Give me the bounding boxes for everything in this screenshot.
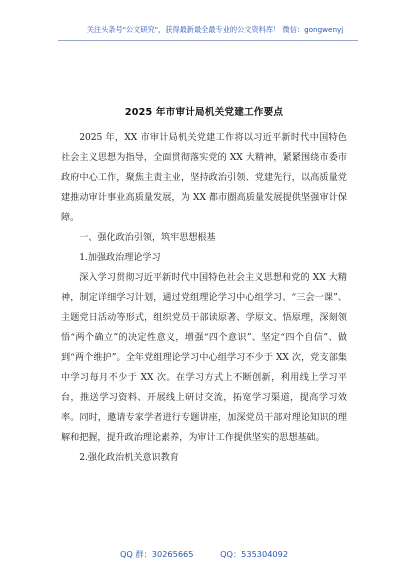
header-divider <box>58 40 358 41</box>
section-heading: 一、强化政治引领，筑牢思想根基 <box>79 233 216 243</box>
subsection-heading: 2.强化政治机关意识教育 <box>79 453 179 463</box>
qq-number: QQ：535304092 <box>220 549 289 559</box>
qq-group-number: QQ 群：30265665 <box>119 549 194 559</box>
document-title: 2025 年市审计局机关党建工作要点 <box>124 107 284 118</box>
body-paragraph: 深入学习贯彻习近平新时代中国特色社会主义思想和党的 XX 大精神，制定详细学习计划，通过党组理论学习中心组学习、“三会一课”、主题党日活动等形式，组织党员干部读原著、学原文、悟原理，深刻领悟“两个确立”的决定性意义，增强“四个意识”、坚定“四个自信”、做到“两个维护”。全年党组理论学习中心组学习不少于 XX 次，党支部集中学习每月不少于 XX 次。在学习方式上不断创新，利用线上学习平台，推送学习资料、开展线上研讨交流，拓宽学习渠道，提高学习效率。同时，邀请专家学者进行专题讲座，加深党员干部对理论知识的理解和把握，提升政治理论素养，为审计工作提供坚实的思想基础。 <box>61 273 347 443</box>
document-body <box>61 128 347 468</box>
header-banner: 关注头条号"公文研究"，获得最新最全最专业的公文资料库！ 微信：gongwenyj <box>86 25 344 34</box>
footer-contact <box>0 548 408 560</box>
subsection-heading: 1.加强政治理论学习 <box>79 253 161 263</box>
intro-paragraph: 2025 年，XX 市审计局机关党建工作将以习近平新时代中国特色社会主义思想为指导，全面贯彻落实党的 XX 大精神，紧紧围绕市委市政府中心工作，聚焦主责主业，坚持政治引领、党建先行，以高质量党建推动审计事业高质量发展，为 XX 都市圈高质量发展提供坚强审计保障。 <box>61 133 347 223</box>
